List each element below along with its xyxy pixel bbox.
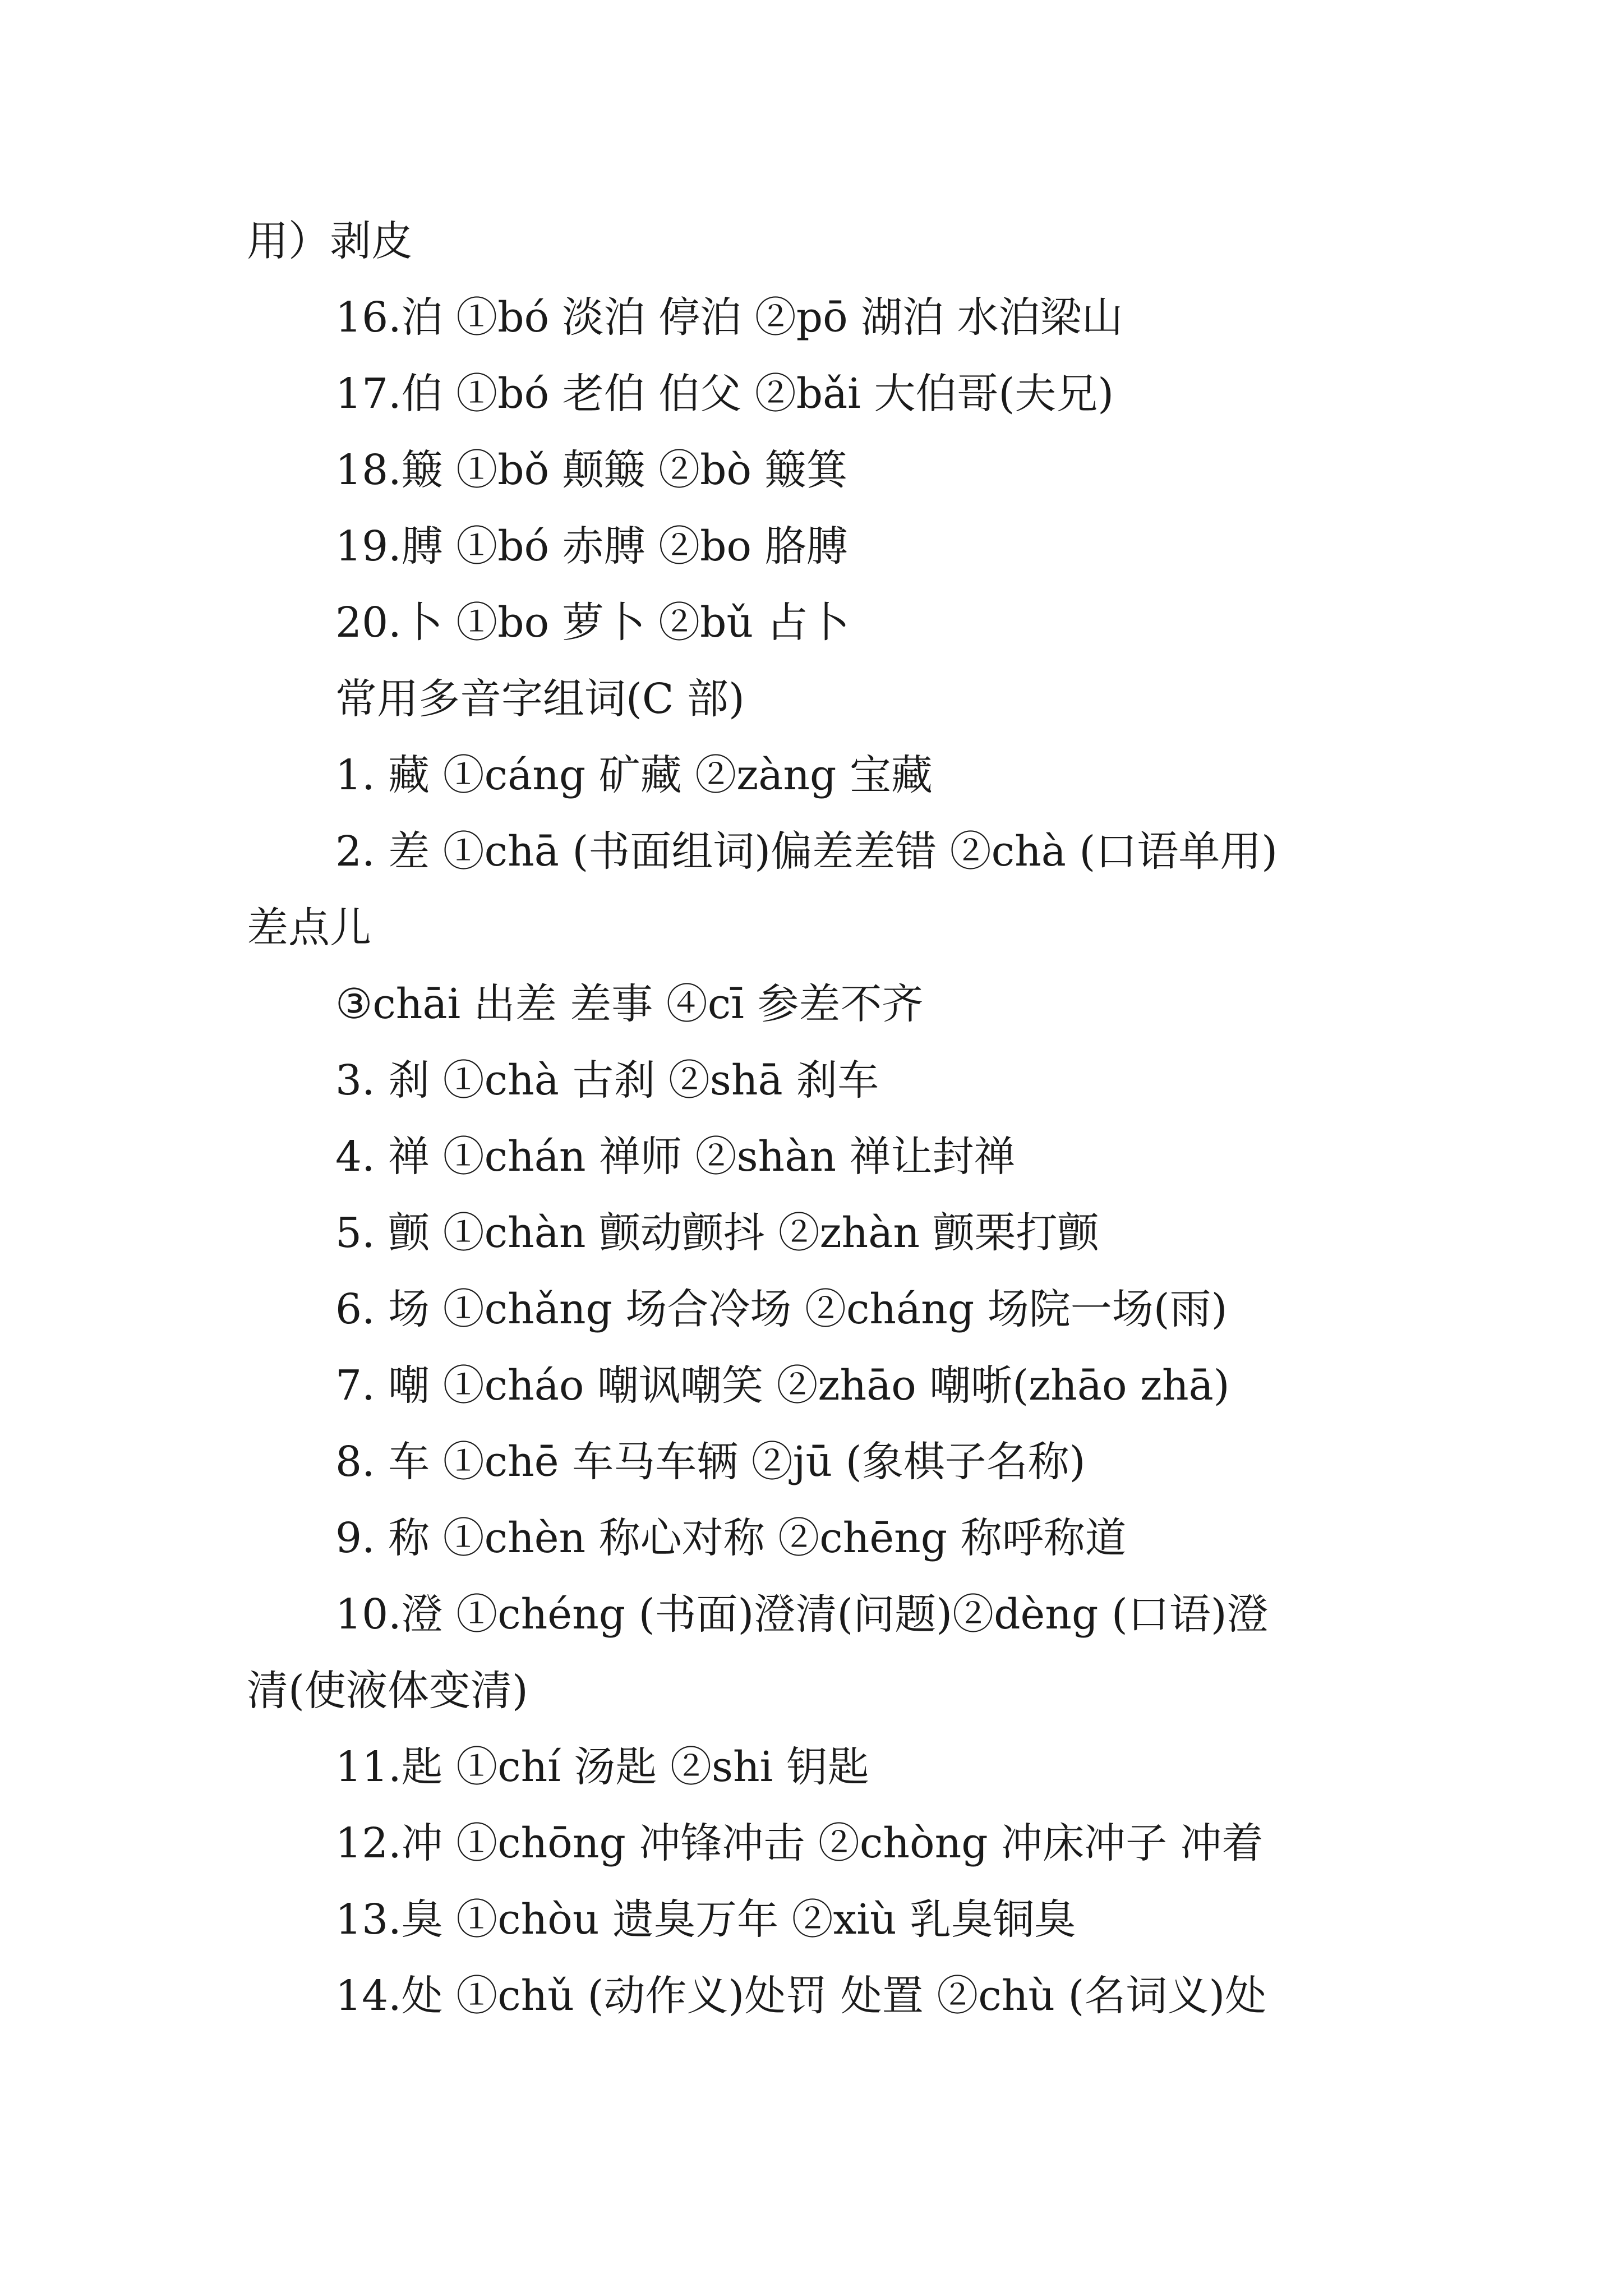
entry-16: 16.泊 ①bó 淡泊 停泊 ②pō 湖泊 水泊梁山 (335, 293, 1123, 342)
text-line-continuation: 用）剥皮 (247, 217, 413, 265)
entry-c2-continuation: 差点儿 (247, 904, 371, 952)
entry-c2-extra: ③chāi 出差 差事 ④cī 参差不齐 (335, 980, 924, 1028)
entry-20: 20.卜 ①bo 萝卜 ②bǔ 占卜 (335, 599, 850, 647)
entry-c10: 10.澄 ①chéng (书面)澄清(问题)②dèng (口语)澄 (335, 1590, 1269, 1639)
entry-c1: 1. 藏 ①cáng 矿藏 ②zàng 宝藏 (335, 751, 933, 799)
entry-c11: 11.匙 ①chí 汤匙 ②shi 钥匙 (335, 1743, 869, 1791)
entry-c8: 8. 车 ①chē 车马车辆 ②jū (象棋子名称) (335, 1438, 1086, 1486)
entry-c2: 2. 差 ①chā (书面组词)偏差差错 ②chà (口语单用) (335, 827, 1278, 876)
entry-c13: 13.臭 ①chòu 遗臭万年 ②xiù 乳臭铜臭 (335, 1895, 1076, 1944)
entry-19: 19.膊 ①bó 赤膊 ②bo 胳膊 (335, 522, 848, 570)
entry-18: 18.簸 ①bǒ 颠簸 ②bò 簸箕 (335, 446, 848, 494)
entry-c3: 3. 刹 ①chà 古刹 ②shā 刹车 (335, 1056, 879, 1105)
section-heading: 常用多音字组词(C 部) (335, 675, 745, 723)
entry-c4: 4. 禅 ①chán 禅师 ②shàn 禅让封禅 (335, 1133, 1016, 1181)
entry-c6: 6. 场 ①chǎng 场合冷场 ②cháng 场院一场(雨) (335, 1285, 1228, 1333)
entry-c5: 5. 颤 ①chàn 颤动颤抖 ②zhàn 颤栗打颤 (335, 1209, 1099, 1257)
entry-17: 17.伯 ①bó 老伯 伯父 ②bǎi 大伯哥(夫兄) (335, 370, 1114, 418)
entry-c7: 7. 嘲 ①cháo 嘲讽嘲笑 ②zhāo 嘲哳(zhāo zhā) (335, 1361, 1230, 1410)
entry-c9: 9. 称 ①chèn 称心对称 ②chēng 称呼称道 (335, 1514, 1127, 1562)
entry-c10-continuation: 清(使液体变清) (247, 1667, 528, 1715)
entry-c12: 12.冲 ①chōng 冲锋冲击 ②chòng 冲床冲子 冲着 (335, 1819, 1264, 1867)
entry-c14: 14.处 ①chǔ (动作义)处罚 处置 ②chù (名词义)处 (335, 1972, 1267, 2020)
